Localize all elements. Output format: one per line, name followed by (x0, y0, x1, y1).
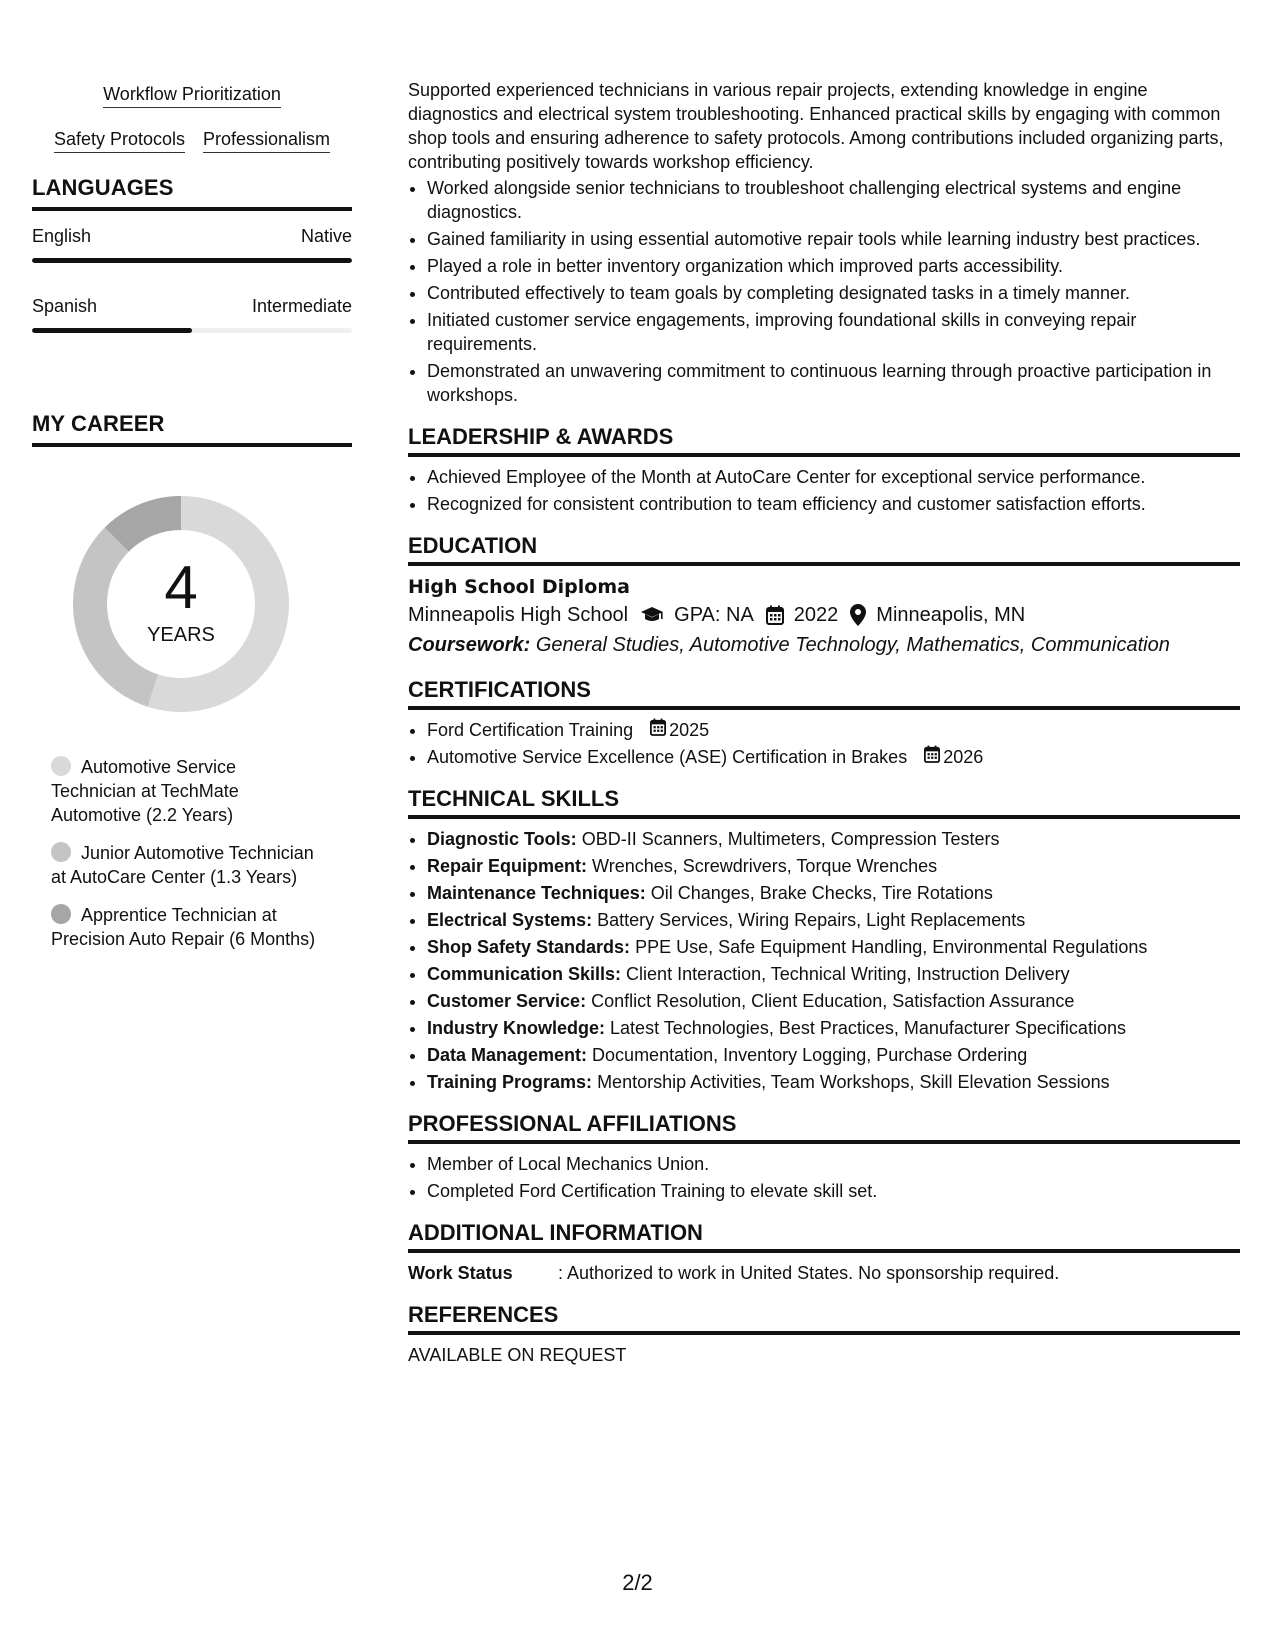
skill-row (32, 127, 352, 153)
technical-skill-item (427, 854, 1240, 878)
skill-label: Communication Skills: (427, 964, 622, 984)
references-text: AVAILABLE ON REQUEST (408, 1345, 627, 1365)
career-legend-item (51, 755, 321, 827)
language-name: Spanish (32, 296, 98, 316)
certification-item (427, 718, 1240, 742)
coursework-label: Coursework: (408, 634, 531, 656)
skill-value: OBD-II Scanners, Multimeters, Compression Testers (581, 829, 1000, 849)
technical-skills-heading: TECHNICAL SKILLS (408, 787, 1240, 819)
skill-label: Customer Service: (427, 991, 587, 1011)
experience-bullet: • Played a role in better inventory organization which improved parts accessibility. (427, 254, 1240, 278)
skill-label: Industry Knowledge: (427, 1018, 606, 1038)
affiliation-item: • Completed Ford Certification Training to elevate skill set. (427, 1179, 1240, 1203)
references-heading: REFERENCES (408, 1303, 1240, 1335)
leadership-item: • Recognized for consistent contribution to team efficiency and customer satisfaction efforts. (427, 492, 1240, 516)
technical-skills-list (408, 827, 1240, 1094)
career-legend (51, 755, 321, 951)
left-column (32, 82, 352, 965)
career-total-number: 4 (164, 553, 198, 621)
work-status-value: : Authorized to work in United States. No sponsorship required. (558, 1263, 1060, 1283)
education-coursework (408, 630, 1240, 660)
certification-year: 2026 (943, 747, 984, 767)
leadership-heading: LEADERSHIP & AWARDS (408, 425, 1240, 457)
map-pin-icon (850, 604, 866, 626)
additional-info-heading: ADDITIONAL INFORMATION (408, 1221, 1240, 1253)
career-total-unit: YEARS (147, 623, 215, 646)
affiliation-item: • Member of Local Mechanics Union. (427, 1152, 1240, 1176)
career-legend-item (51, 841, 321, 889)
technical-skill-item (427, 1070, 1240, 1094)
coursework-value: General Studies, Automotive Technology, Mathematics, Communication (535, 634, 1170, 656)
education-school: Minneapolis High School (408, 604, 629, 626)
graduation-cap-icon (640, 606, 664, 624)
language-item (32, 295, 352, 333)
skill-label: Training Programs: (427, 1072, 593, 1092)
skill-label: Maintenance Techniques: (427, 883, 646, 903)
career-legend-text: Automotive Service Technician at TechMate Automotive (2.2 Years) (51, 757, 239, 825)
skill-value: Wrenches, Screwdrivers, Torque Wrenches (592, 856, 938, 876)
certifications-list (408, 718, 1240, 769)
languages-section (32, 175, 352, 333)
technical-skill-item (427, 827, 1240, 851)
calendar-icon (924, 745, 943, 769)
skill-value: Latest Technologies, Best Practices, Manufacturer Specifications (610, 1018, 1126, 1038)
technical-skill-item (427, 989, 1240, 1013)
skill-value: PPE Use, Safe Equipment Handling, Environmental Regulations (635, 937, 1148, 957)
experience-bullet: • Worked alongside senior technicians to troubleshoot challenging electrical systems and engine diagnostics. (427, 176, 1240, 224)
technical-skill-item (427, 1016, 1240, 1040)
language-level: Intermediate (251, 296, 352, 316)
education-details (408, 600, 1240, 630)
career-section (32, 411, 352, 951)
career-donut-chart (66, 489, 296, 719)
certification-name: Ford Certification Training (427, 720, 634, 740)
certifications-heading: CERTIFICATIONS (408, 678, 1240, 710)
leadership-item: • Achieved Employee of the Month at AutoCare Center for exceptional service performance. (427, 465, 1240, 489)
experience-bullet: • Gained familiarity in using essential automotive repair tools while learning industry best practices. (427, 227, 1240, 251)
skill-label: Electrical Systems: (427, 910, 593, 930)
experience-bullet: • Demonstrated an unwavering commitment to continuous learning through proactive participation in workshops. (427, 359, 1240, 407)
skill-tag: Workflow Prioritization (103, 82, 281, 108)
skill-row (32, 82, 352, 108)
education-degree: High School Diploma (408, 576, 630, 598)
legend-dot (51, 842, 71, 862)
language-name: English (32, 226, 92, 246)
affiliations-heading: PROFESSIONAL AFFILIATIONS (408, 1112, 1240, 1144)
skill-label: Repair Equipment: (427, 856, 588, 876)
career-legend-text: Junior Automotive Technician at AutoCare Center (1.3 Years) (51, 843, 314, 887)
experience-bullets (408, 176, 1240, 407)
work-status-label: Work Status (408, 1263, 513, 1283)
education-location: Minneapolis, MN (876, 604, 1026, 626)
leadership-list (408, 465, 1240, 516)
certification-name: Automotive Service Excellence (ASE) Certification in Brakes (427, 747, 908, 767)
skill-tag: Professionalism (203, 127, 330, 153)
skill-value: Oil Changes, Brake Checks, Tire Rotations (650, 883, 993, 903)
career-legend-text: Apprentice Technician at Precision Auto Repair (6 Months) (51, 905, 316, 949)
skill-value: Battery Services, Wiring Repairs, Light Replacements (597, 910, 1026, 930)
skill-label: Shop Safety Standards: (427, 937, 631, 957)
technical-skill-item (427, 962, 1240, 986)
legend-dot (51, 904, 71, 924)
technical-skill-item (427, 908, 1240, 932)
technical-skill-item (427, 935, 1240, 959)
skill-label: Data Management: (427, 1045, 588, 1065)
skills-tags (32, 82, 352, 153)
technical-skill-item (427, 1043, 1240, 1067)
certification-year: 2025 (669, 720, 710, 740)
technical-skill-item (427, 881, 1240, 905)
certification-item (427, 745, 1240, 769)
skill-tag: Safety Protocols (54, 127, 185, 153)
skill-value: Client Interaction, Technical Writing, Instruction Delivery (626, 964, 1070, 984)
languages-heading: LANGUAGES (32, 175, 352, 211)
calendar-icon (766, 605, 784, 625)
page-number: 2/2 (622, 1570, 653, 1595)
language-item (32, 225, 352, 263)
affiliations-list (408, 1152, 1240, 1203)
experience-summary: Supported experienced technicians in various repair projects, extending knowledge in engine diagnostics and electrical system troubleshooting. Enhanced practical skills by engaging with common shop tools and ensuring adherence to safety protocols. Among contributions included organizing parts, contributing positively towards workshop efficiency. (408, 80, 1224, 172)
experience-bullet: • Initiated customer service engagements, improving foundational skills in conveying repair requirements. (427, 308, 1240, 356)
experience-bullet: • Contributed effectively to team goals by completing designated tasks in a timely manner. (427, 281, 1240, 305)
language-proficiency-bar (32, 258, 352, 263)
career-heading: MY CAREER (32, 411, 352, 447)
skill-value: Conflict Resolution, Client Education, Satisfaction Assurance (591, 991, 1075, 1011)
skill-label: Diagnostic Tools: (427, 829, 577, 849)
work-status-row (408, 1261, 1240, 1285)
education-year: 2022 (793, 604, 839, 626)
skill-value: Documentation, Inventory Logging, Purchase Ordering (592, 1045, 1028, 1065)
right-column (408, 78, 1240, 1367)
career-legend-item (51, 903, 321, 951)
education-heading: EDUCATION (408, 534, 1240, 566)
language-level: Native (300, 226, 352, 246)
language-proficiency-bar (32, 328, 352, 333)
legend-dot (51, 756, 71, 776)
skill-value: Mentorship Activities, Team Workshops, Skill Elevation Sessions (597, 1072, 1110, 1092)
education-gpa: GPA: NA (674, 604, 754, 626)
calendar-icon (650, 718, 669, 742)
